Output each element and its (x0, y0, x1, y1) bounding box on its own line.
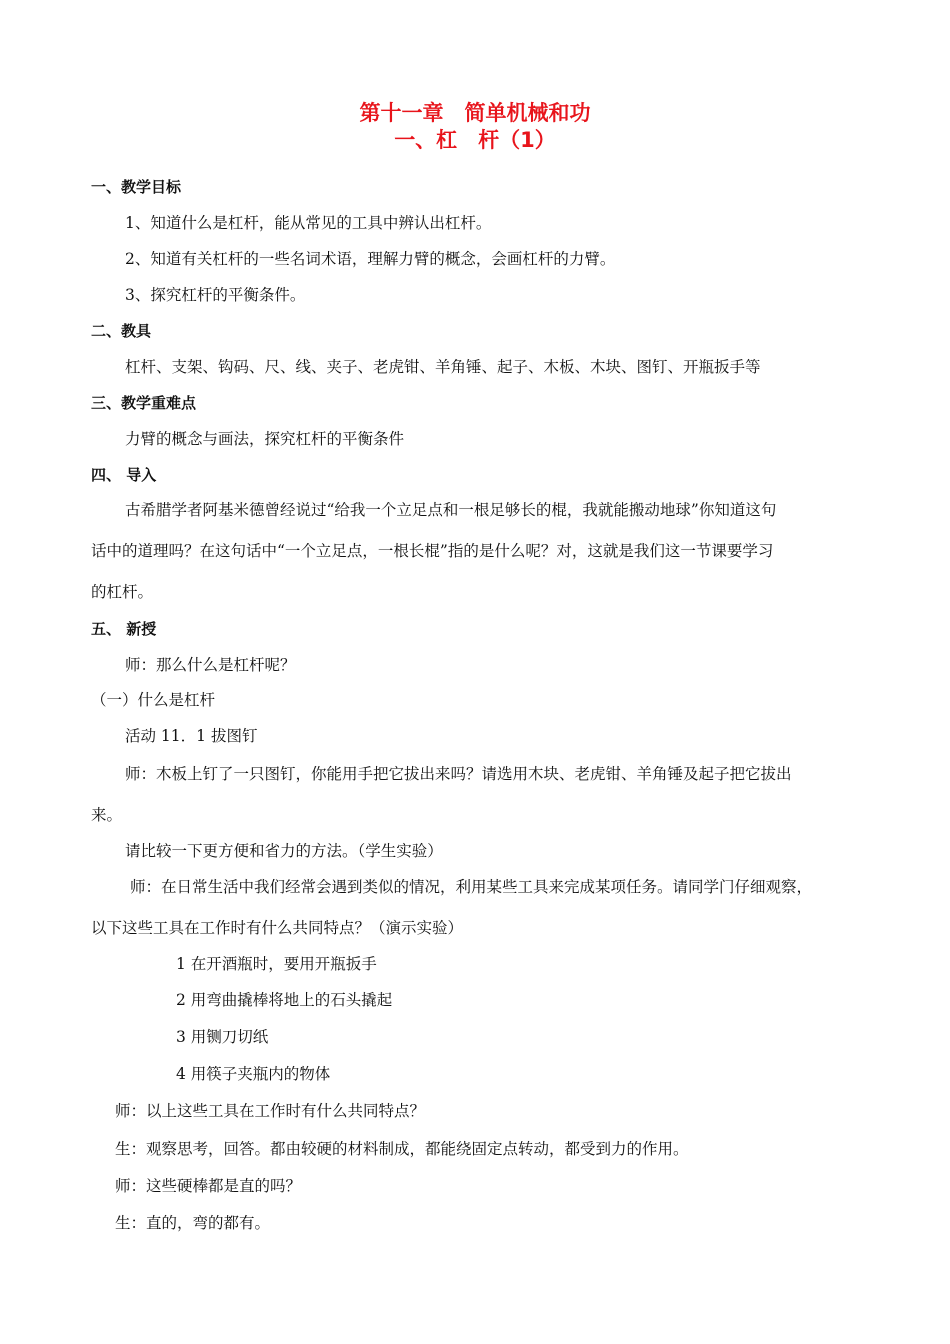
dialogue-line: 以下这些工具在工作时有什么共同特点？（演示实验） (91, 919, 464, 937)
dialogue-line: 来。 (91, 806, 123, 824)
keypoints-heading: 三、教学重难点 (91, 394, 197, 412)
example-item: 3 用铡刀切纸 (176, 1028, 269, 1046)
dialogue-line: 请比较一下更方便和省力的方法。（学生实验） (125, 842, 443, 860)
dialogue-line: 生：观察思考，回答。都由较硬的材料制成，都能绕固定点转动，都受到力的作用。 (115, 1140, 689, 1158)
tools-list: 杠杆、支架、钩码、尺、线、夹子、老虎钳、羊角锤、起子、木板、木块、图钉、开瓶扳手等 (125, 358, 761, 376)
tools-heading: 二、教具 (91, 322, 152, 340)
dialogue-line: 师：木板上钉了一只图钉，你能用手把它拔出来吗？请选用木块、老虎钳、羊角锤及起子把它拔出 (125, 765, 792, 783)
goal-item: 1、知道什么是杠杆，能从常见的工具中辨认出杠杆。 (125, 214, 492, 232)
dialogue-line: 师：在日常生活中我们经常会遇到类似的情况，利用某些工具来完成某项任务。请同学门仔细观察， (130, 878, 813, 896)
keypoints-text: 力臂的概念与画法，探究杠杆的平衡条件 (125, 430, 405, 448)
dialogue-line: 生：直的，弯的都有。 (115, 1214, 271, 1232)
subheading: （一）什么是杠杆 (91, 691, 216, 709)
example-item: 2 用弯曲撬棒将地上的石头撬起 (176, 991, 393, 1009)
intro-paragraph: 古希腊学者阿基米德曾经说过“给我一个立足点和一根足够长的棍，我就能搬动地球”你知道这句 (125, 501, 777, 519)
lesson-title: 一、杠 杆（1） (394, 128, 556, 152)
dialogue-line: 师：以上这些工具在工作时有什么共同特点？ (115, 1102, 426, 1120)
activity-label: 活动 11．1 拔图钉 (125, 727, 258, 745)
goal-item: 3、探究杠杆的平衡条件。 (125, 286, 306, 304)
example-item: 1 在开酒瓶时，要用开瓶扳手 (176, 955, 377, 973)
example-item: 4 用筷子夹瓶内的物体 (176, 1065, 331, 1083)
intro-paragraph: 的杠杆。 (91, 583, 154, 601)
intro-paragraph: 话中的道理吗？在这句话中“一个立足点，一根长棍”指的是什么呢？对，这就是我们这一节课要学习 (91, 542, 774, 560)
new-heading: 五、 新授 (91, 620, 157, 638)
intro-heading: 四、 导入 (91, 466, 157, 484)
dialogue-line: 师：这些硬棒都是直的吗？ (115, 1177, 302, 1195)
goal-item: 2、知道有关杠杆的一些名词术语，理解力臂的概念，会画杠杆的力臂。 (125, 250, 616, 268)
dialogue-line: 师：那么什么是杠杆呢？ (125, 656, 296, 674)
goals-heading: 一、教学目标 (91, 178, 182, 196)
chapter-title: 第十一章 简单机械和功 (359, 101, 591, 125)
